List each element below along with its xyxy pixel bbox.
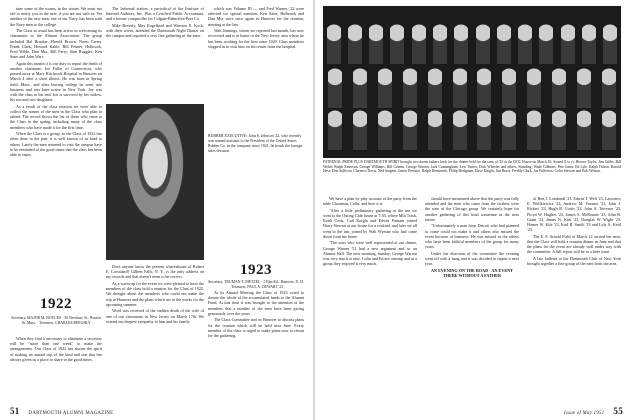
portrait-caption: RUBBER EXECUTIVE: John S. Johnson '22, who recently was named assistant to the President of the United States Rubber Co. in the company since 1921, he heads the foreign sales division. <box>208 134 303 153</box>
paragraph: Under the direction of the committee the evening went off with a bang and it was decided to repeat it next year. <box>425 250 519 267</box>
left-column-1-bottom <box>10 336 102 402</box>
portrait-photo <box>106 104 204 260</box>
right-column-1 <box>323 196 417 402</box>
paragraph: "The sons who were well represented at our dinner, George Warren '51 had a new argument and so on Alumni Hall. The next morning, Sunday, George Warren was very much at ease. Colin and Ed are coming and as a group they enjoyed it very much. <box>323 240 417 267</box>
photo-back-row <box>323 24 621 64</box>
paragraph: The E. F. Arnold Field of March 12 carried the news that the Class will hold a reunion dinner in June and that the plans for the event are already well under way with the committee. A full report will be in a later issue. <box>527 233 621 255</box>
paragraph: tune some of the rooms, in the winter. We must not fail to notify you in the new, if you are not with us. Yet another of the new men, one of our Navy, has been with the Navy men to the college. <box>10 6 102 27</box>
photo-middle-row <box>323 68 621 108</box>
paragraph: The Class as usual has been active in welcoming its classmates to the Alumni Association. The group included Hal Brucker, Harold Brown, Norm Carter, Frank Clark, Howard Kahle, Bill Fenner, Holbrook, Fred Wilde, Dan Mix, Bill Perry, Stan Ruggles, Ken Sater and John Warr. <box>10 28 102 60</box>
right-column-3 <box>527 196 621 402</box>
paragraph: "Unfortunately a man from Detroit who had planned to come could not make it and others also missed the event because of business. He was missed as the others who have been faithful members of the group for many years. <box>425 223 519 250</box>
photo-front-row <box>323 110 621 150</box>
right-footer <box>323 406 623 416</box>
paragraph: A late bulletin at the Dartmouth Club of New York brought together a fine group of the men from the area. <box>527 256 621 267</box>
paragraph: of Bert J. Lombardi '23, Edwin T. Weil '23, Lawrence E. Wolfkiewicz '23, Andrew M. Vossner '23, John J. Rickert '23, Hugh B. Curtis '23, John A. Terrence '23, Floyd W. Hughes '23, James S. McKenzie '23, John B. Grant '23, James N. Kirk '23, Douglas W. Wight '23, Homer W. Kile '23, Karl R. Smith '23 and Lyle A. Kettl '23. <box>527 196 621 233</box>
left-column-2-top <box>106 6 204 102</box>
paragraph: At its Annual Meeting the Class of 1923 voted to donate the whole of the accumulated funds to the Alumni Fund. At that time it was brought to the attention of the members that a number of the men have been giving generously over the years. <box>208 290 304 316</box>
paragraph: should have mentioned above that the party was fully attended and the men who came from the farthest were the sons of the Chicago group. We certainly hope for another gathering of this kind sometime in the near future. <box>425 196 519 222</box>
page-number: 55 <box>613 406 623 416</box>
paragraph: As a result of the class reunion we were able to collect the names of the men in the Class who plan to attend. The record shows the list of those who came to the Class in the spring, including many of the class members who have made it for the first time. <box>10 103 102 130</box>
group-photo <box>323 6 621 158</box>
paragraph: When they find it necessary to eliminate a secretary will be "more than one week" to make the arrangements. Our Class of 1922 has shown the spirit of making an annual trip of the kind and one that has always given us a place to share in the good times. <box>10 336 102 362</box>
class-secretary-1922: Secretary, MAJOR M. BOYLES · 50 Newbury St., Boston 16, Mass. · Treasurer, CHARLES BEEGHLY <box>11 316 101 325</box>
right-column-2 <box>425 196 519 402</box>
paragraph: Again this month it is our duty to report the death of another classmate, Joe Fuller of Connecticut, who passed away at Mary Hitchcock Hospital in Hanover on March 4 after a short illness. He was born in Spring field, Mass., and after leaving college he went into business and was later active in New York. Joe was with the class to the end. Joe is survived by his widow, his son and two daughters. <box>10 60 102 103</box>
paragraph: Walt Jennings, whom we reported last month, has now recovered and is at home in the New Jersey area where he has been working for the firm since 1929. Class members stopped in to visit him on his return from the hospital. <box>208 28 304 49</box>
paragraph: As a warm-up for the event we were pleased to have the members of the class hold a reunion for the Class of 1922. We thought about the members who could not make the trip to Hanover and the plans which are in the works for the upcoming summer. <box>106 281 204 307</box>
left-column-3-bottom <box>208 290 304 404</box>
left-column-2-bottom <box>106 264 204 404</box>
paragraph: "After a little preliminary gathering at the inn we went to the Outing Club house at 7:30, where Milt Trask, Keith Cook, Gail Knight and Edwin Putnam joined Harry Stewart at our house for a cocktail, and later we all went to the inn, joined by Walt Wyman who had come down from his home. <box>323 207 417 239</box>
group-photo-caption: PATERNAL PRIDE PLUS DARTMOUTH SPIRIT brought two dozen fathers back for the dinner held for the sons of '23 at the DOC House on March 10. Seated (l to r): Horace Taylor, Jim Gibbs, Bill Welch, Ralph Emerson, George Williams, Bill Grimm, George Warren, Jack Cunningham, Lew Turner, Dick Wheeler and others. Standing: Wade Gibbons, Pete Jones, Ed Lyle, Ralph Fulton, Harold Hess, Don Sullivan, Clarence Davis, Ned Sargent, James Prentice, Ralph Dentcomb, Philip Hodgman, Dave Knight, Jim Brass, Freddy Clark, Joe Fullerton, Colin Stewart and Bob Weston. <box>323 160 621 174</box>
publication-name: DARTMOUTH ALUMNI MAGAZINE <box>28 411 114 416</box>
page-gutter <box>313 0 315 420</box>
left-footer <box>10 406 310 416</box>
class-secretary-1923: Secretary, TRUMAN T. METZEL · 2 Elm Rd., Hanover, N. H. · Treasurer, PAUL A. DEWART '23 <box>208 280 304 289</box>
paragraph: which was Volume III — and Fred Warner, '22 were selected for special mention. Ken Sater, Holbrook and Dan Mix were once again in Hanover for the reunion, meeting at the Inn. <box>208 6 304 27</box>
paragraph: When the Class is a group, as the Class of 1922 has often done in the past, it is well known of its kind to others. Lately the men returned to visit the campus have to be reminded of the good times that the class has been able to enjoy. <box>10 131 102 158</box>
class-heading-1922: 1922 <box>40 296 72 312</box>
issue-date: Issue of May 1951 <box>563 411 605 416</box>
paragraph: The Informal station, a periodical of the Institute of Internal Auditors, Inc. Was a Certified Public Accountant, and a former comptroller for Colgate-Palmolive-Peet Co. <box>106 6 204 22</box>
paragraph: The Class Committee met in Hanover to discuss plans for the reunion which will be held next June. Every member of the class is urged to make plans now to return for the gathering. <box>208 317 304 339</box>
page-number: 51 <box>10 406 20 416</box>
paragraph: Word was received of the sudden death of the wife of one of our classmates in New Jersey on March 17th. We extend our deepest sympathy to him and his family. <box>106 308 204 324</box>
left-column-3-top <box>208 6 304 132</box>
class-heading-1923: 1923 <box>240 262 272 278</box>
paragraph: Does anyone know the present whereabouts of Robert E. Crossland? Gilbert Falls, N. Y., is the only address on my records and that doesn't seem to be correct. <box>106 264 204 280</box>
paragraph: We have a plan by play account of the party from the table Chairman, Colin, and here it is. <box>323 196 417 207</box>
paragraph: Mike Beverly, May Engelhard and Winston E. Kock, with their wives, attended the Dartmouth Night Dinner on the campus and reported a very fine gathering of the men. <box>106 23 204 39</box>
column-subhead: AN EVENING ON THE ROAD · AN EVENT THERE WITHOUT A FATHER <box>431 267 513 279</box>
